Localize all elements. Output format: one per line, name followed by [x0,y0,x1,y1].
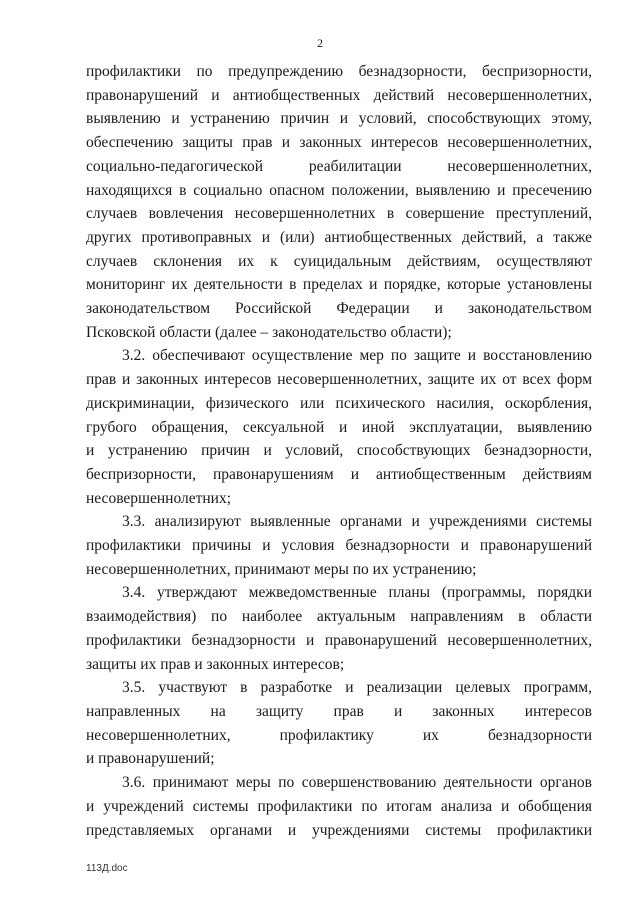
text-line: законодательством Российской Федерации и законодательством [86,300,592,318]
text-line: направленных на защиту прав и законных интересов [86,702,592,720]
text-line: правонарушений и антиобщественных действий несовершеннолетних, [86,86,592,104]
text-line: Псковской области (далее – законодательство области); [86,323,452,341]
text-line: 3.2. обеспечивают осуществление мер по защите и восстановлению [122,347,592,365]
text-line: 3.5. участвуют в разработке и реализации целевых программ, [122,679,592,697]
document-body [86,60,592,842]
text-line: находящихся в социально опасном положении, выявлению и пресечению [86,181,592,199]
text-line: защиты их прав и законных интересов; [86,655,345,673]
text-line: 3.4. утверждают межведомственные планы (программы, порядки [122,584,592,602]
text-line: несовершеннолетних; [86,489,232,507]
text-line: и учреждений системы профилактики по итогам анализа и обобщения [86,797,592,815]
text-line: случаев склонения их к суицидальным действиям, осуществляют [86,252,592,270]
file-name-footer: 113Д.doc [86,863,128,874]
text-line: грубого обращения, сексуальной и иной эксплуатации, выявлению [86,418,592,436]
text-line: несовершеннолетних, профилактику их безнадзорности [86,726,592,744]
text-line: и правонарушений; [86,750,215,768]
text-line: несовершеннолетних, принимают меры по их устранению; [86,560,477,578]
text-line: мониторинг их деятельности в пределах и порядке, которые установлены [86,276,592,294]
text-line: случаев вовлечения несовершеннолетних в совершение преступлений, [86,205,592,223]
text-line: выявлению и устранению причин и условий, способствующих этому, [86,110,592,128]
text-line: обеспечению защиты прав и законных интересов несовершеннолетних, [86,134,592,152]
text-line: 3.3. анализируют выявленные органами и учреждениями системы [122,513,592,531]
text-line: профилактики безнадзорности и правонарушений несовершеннолетних, [86,631,592,649]
text-line: дискриминации, физического или психического насилия, оскорбления, [86,394,592,412]
paragraph-3-3 [86,510,592,581]
text-line: представляемых органами и учреждениями системы профилактики [86,821,592,839]
text-line: социально-педагогической реабилитации несовершеннолетних, [86,157,592,175]
paragraph-1 [86,60,592,344]
text-line: профилактики причины и условия безнадзорности и правонарушений [86,537,592,555]
text-line: прав и законных интересов несовершеннолетних, защите их от всех форм [86,371,592,389]
text-line: 3.6. принимают меры по совершенствованию деятельности органов [122,774,592,792]
text-line: и устранению причин и условий, способствующих безнадзорности, [86,442,592,460]
paragraph-3-5 [86,676,592,771]
text-line: профилактики по предупреждению безнадзорности, беспризорности, [86,63,592,80]
paragraph-3-6 [86,771,592,842]
paragraph-3-4 [86,581,592,676]
paragraph-3-2 [86,344,592,510]
page-number: 2 [317,36,323,50]
text-line: других противоправных и (или) антиобщественных действий, а также [86,228,592,246]
text-line: беспризорности, правонарушениям и антиобщественным действиям [86,465,592,483]
text-line: взаимодействия) по наиболее актуальным направлениям в области [86,608,592,626]
